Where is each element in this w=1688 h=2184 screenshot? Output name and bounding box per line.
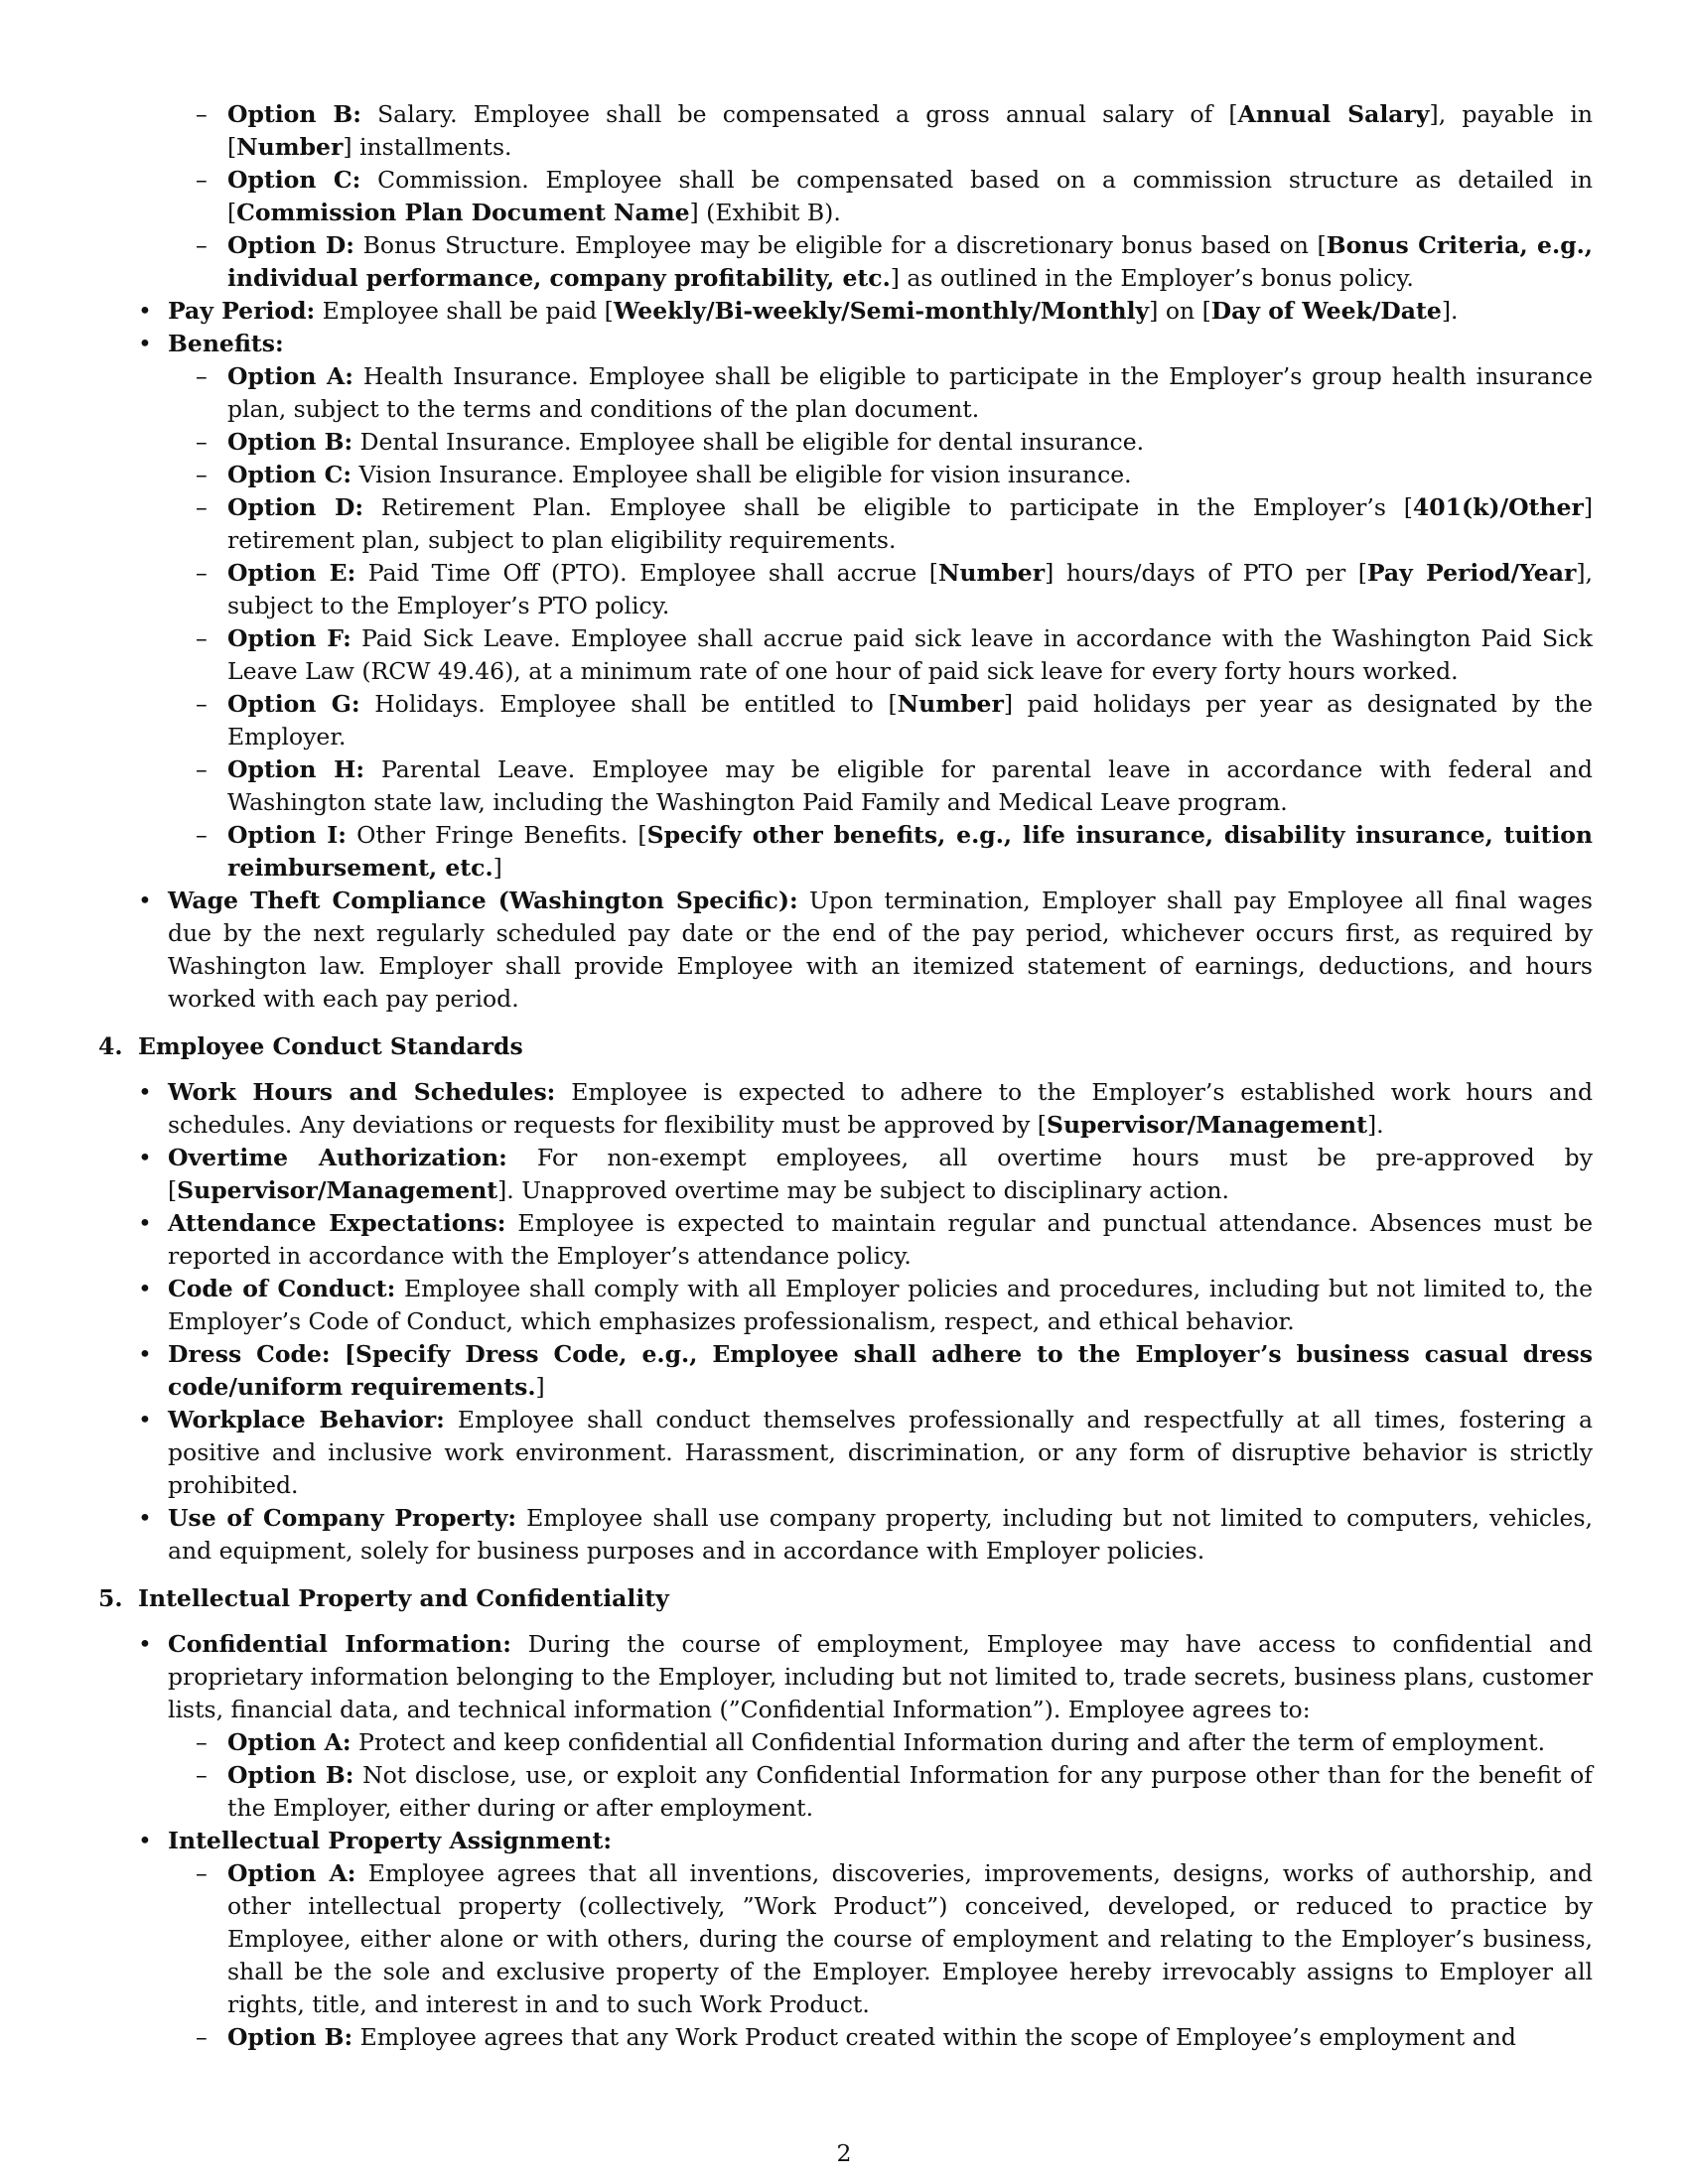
benefit-option-e bbox=[98, 557, 1593, 622]
section-4-list bbox=[98, 1076, 1593, 1568]
dash-marker: – bbox=[196, 362, 208, 390]
bullet-marker: • bbox=[138, 1406, 152, 1433]
benefit-option-h bbox=[98, 753, 1593, 819]
text: ] as outlined in the Employer’s bonus policy. bbox=[890, 264, 1414, 292]
section-5-heading bbox=[98, 1582, 1593, 1615]
benefit-option-i bbox=[98, 819, 1593, 885]
item-label: Attendance Expectations: bbox=[168, 1209, 506, 1237]
code-of-conduct-item bbox=[98, 1273, 1593, 1338]
text: ] hours/days of PTO per [ bbox=[1045, 559, 1367, 587]
option-label: Option A: bbox=[227, 362, 353, 390]
text: ] bbox=[492, 854, 502, 882]
ip-options-list bbox=[98, 1857, 1593, 2054]
item-label: Use of Company Property: bbox=[168, 1504, 517, 1532]
placeholder-field: Specify other benefits, e.g., life insurance, disability insurance, tuition reimbursement, etc. bbox=[227, 821, 1594, 882]
option-label: Option E: bbox=[227, 559, 356, 587]
text: Bonus Structure. Employee may be eligible for a discretionary bonus based on [ bbox=[362, 231, 1327, 259]
item-label: Code of Conduct: bbox=[168, 1275, 396, 1302]
text: ] retirement plan, subject to plan eligibility requirements. bbox=[227, 493, 1593, 554]
placeholder-field: Weekly/Bi-weekly/Semi-monthly/Monthly bbox=[613, 297, 1150, 325]
text: ], subject to the Employer’s PTO policy. bbox=[227, 559, 1593, 619]
option-label: Option D: bbox=[227, 231, 354, 259]
option-label: Option B: bbox=[227, 2023, 353, 2051]
text: Paid Sick Leave. Employee shall accrue paid sick leave in accordance with the Washington Paid Sick Leave Law (RCW 49.46), at a minimum rate of one hour of paid sick leave for every forty hours worked. bbox=[227, 624, 1593, 685]
option-label: Option H: bbox=[227, 755, 365, 783]
text: ], payable in [ bbox=[227, 100, 1593, 161]
page-number: 2 bbox=[836, 2139, 852, 2167]
placeholder-field: Supervisor/Management bbox=[1046, 1111, 1367, 1139]
bullet-marker: • bbox=[138, 1340, 152, 1368]
text: Employee agrees that any Work Product created within the scope of Employee’s employment and bbox=[359, 2023, 1516, 2051]
bullet-marker: • bbox=[138, 1827, 152, 1854]
dash-marker: – bbox=[196, 461, 208, 488]
text: Upon termination, Employer shall pay Employee all final wages due by the next regularly scheduled pay date or the end of the pay period, whichever occurs first, as required by Washington law. Employer shall provide Employee with an itemized statement of earnings, deductions, and hours worked with each pay period. bbox=[168, 887, 1593, 1013]
dash-marker: – bbox=[196, 100, 208, 128]
attendance-item bbox=[98, 1207, 1593, 1273]
confidential-options-list bbox=[98, 1726, 1593, 1825]
option-label: Option C: bbox=[227, 166, 361, 194]
placeholder-field: Commission Plan Document Name bbox=[236, 199, 690, 226]
item-label: Confidential Information: bbox=[168, 1630, 511, 1658]
ip-option-b bbox=[98, 2021, 1593, 2054]
text: Employee shall use company property, including but not limited to computers, vehicles, and equipment, solely for business purposes and in accordance with Employer policies. bbox=[168, 1504, 1593, 1565]
benefit-option-f bbox=[98, 622, 1593, 688]
text: For non-exempt employees, all overtime hours must be pre-approved by [ bbox=[168, 1144, 1593, 1204]
option-label: Option D: bbox=[227, 493, 364, 521]
option-label: Option I: bbox=[227, 821, 347, 849]
text: Vision Insurance. Employee shall be eligible for vision insurance. bbox=[358, 461, 1132, 488]
placeholder-field: Specify Dress Code, e.g., Employee shall adhere to the Employer’s business casual dress code/uniform requirements. bbox=[168, 1340, 1593, 1401]
benefit-option-c bbox=[98, 459, 1593, 491]
placeholder-field: Day of Week/Date bbox=[1210, 297, 1442, 325]
text: Not disclose, use, or exploit any Confidential Information for any purpose other than for the benefit of the Employer, either during or after employment. bbox=[227, 1761, 1593, 1822]
item-label: Wage Theft Compliance (Washington Specific): bbox=[168, 887, 798, 914]
work-hours-item bbox=[98, 1076, 1593, 1142]
option-label: Option C: bbox=[227, 461, 352, 488]
benefit-option-d bbox=[98, 491, 1593, 557]
text: Parental Leave. Employee may be eligible for parental leave in accordance with federal and Washington state law, including the Washington Paid Family and Medical Leave program. bbox=[227, 755, 1593, 816]
text: Dental Insurance. Employee shall be eligible for dental insurance. bbox=[359, 428, 1145, 456]
dash-marker: – bbox=[196, 821, 208, 849]
ip-option-a bbox=[98, 1857, 1593, 2021]
placeholder-field: Annual Salary bbox=[1237, 100, 1430, 128]
overtime-item bbox=[98, 1142, 1593, 1207]
ip-assignment-item bbox=[98, 1825, 1593, 1857]
option-label: Option A: bbox=[227, 1728, 352, 1756]
company-property-item bbox=[98, 1502, 1593, 1568]
option-label: Option B: bbox=[227, 1761, 354, 1789]
option-label: Option B: bbox=[227, 100, 361, 128]
placeholder-field: Bonus Criteria, e.g., individual performance, company profitability, etc. bbox=[227, 231, 1593, 292]
bullet-marker: • bbox=[138, 1078, 152, 1106]
placeholder-field: Number bbox=[236, 133, 344, 161]
text: ] installments. bbox=[343, 133, 512, 161]
benefit-option-g bbox=[98, 688, 1593, 753]
dress-code-item bbox=[98, 1338, 1593, 1404]
benefits-options-list bbox=[98, 360, 1593, 885]
text: Employee shall comply with all Employer policies and procedures, including but not limited to, the Employer’s Code of Conduct, which emphasizes professionalism, respect, and ethical behavior. bbox=[168, 1275, 1593, 1335]
bullet-marker: • bbox=[138, 297, 152, 325]
confidential-info-item bbox=[98, 1628, 1593, 1726]
section-5-list bbox=[98, 1628, 1593, 1726]
item-label: Pay Period: bbox=[168, 297, 316, 325]
dash-marker: – bbox=[196, 2023, 208, 2051]
text: Protect and keep confidential all Confidential Information during and after the term of employment. bbox=[358, 1728, 1546, 1756]
text: ] paid holidays per year as designated by the Employer. bbox=[227, 690, 1594, 751]
text: ]. Unapproved overtime may be subject to disciplinary action. bbox=[497, 1176, 1229, 1204]
option-label: Option A: bbox=[227, 1859, 356, 1887]
text: ]. bbox=[1366, 1111, 1384, 1139]
text: Salary. Employee shall be compensated a gross annual salary of [ bbox=[377, 100, 1238, 128]
option-label: Option B: bbox=[227, 428, 353, 456]
section-title: Employee Conduct Standards bbox=[138, 1032, 523, 1060]
comp-option-c bbox=[98, 164, 1593, 229]
item-label: Benefits: bbox=[168, 330, 284, 357]
text: Employee agrees that all inventions, discoveries, improvements, designs, works of authorship, and other intellectual property (collectively, ”Work Product”) conceived, developed, or reduced to practice by Employee, either alone or with others, during the course of employment and relating to the Employer’s business, shall be the sole and exclusive property of the Employer. Employee hereby irrevocably assigns to Employer all rights, title, and interest in and to such Work Product. bbox=[227, 1859, 1593, 2018]
bullet-marker: • bbox=[138, 330, 152, 357]
text: Other Fringe Benefits. [ bbox=[356, 821, 647, 849]
wage-theft-list bbox=[98, 885, 1593, 1016]
text: Employee shall be paid [ bbox=[322, 297, 614, 325]
ip-assignment-list bbox=[98, 1825, 1593, 1857]
dash-marker: – bbox=[196, 428, 208, 456]
text: Employee shall conduct themselves professionally and respectfully at all times, fostering a positive and inclusive work environment. Harassment, discrimination, or any form of disruptive behavior is strictly prohibited. bbox=[168, 1406, 1594, 1499]
bullet-marker: • bbox=[138, 1275, 152, 1302]
wage-theft-item bbox=[98, 885, 1593, 1016]
section-4-heading bbox=[98, 1030, 1593, 1063]
text: Employee is expected to maintain regular and punctual attendance. Absences must be reported in accordance with the Employer’s attendance policy. bbox=[168, 1209, 1594, 1270]
bullet-marker: • bbox=[138, 1504, 152, 1532]
text: ]. bbox=[1441, 297, 1459, 325]
workplace-behavior-item bbox=[98, 1404, 1593, 1502]
option-label: Option F: bbox=[227, 624, 352, 652]
placeholder-field: Supervisor/Management bbox=[177, 1176, 498, 1204]
compensation-bullets bbox=[98, 295, 1593, 360]
option-label: Option G: bbox=[227, 690, 360, 718]
dash-marker: – bbox=[196, 231, 208, 259]
text: ] (Exhibit B). bbox=[689, 199, 841, 226]
item-label: Intellectual Property Assignment: bbox=[168, 1827, 613, 1854]
dash-marker: – bbox=[196, 1728, 208, 1756]
text: ] on [ bbox=[1149, 297, 1211, 325]
placeholder-field: Number bbox=[937, 559, 1046, 587]
dash-marker: – bbox=[196, 1859, 208, 1887]
dash-marker: – bbox=[196, 559, 208, 587]
dash-marker: – bbox=[196, 166, 208, 194]
text: Employee is expected to adhere to the Employer’s established work hours and schedules. Any deviations or requests for flexibility must be approved by [ bbox=[168, 1078, 1593, 1139]
bullet-marker: • bbox=[138, 887, 152, 914]
bullet-marker: • bbox=[138, 1209, 152, 1237]
placeholder-field: 401(k)/Other bbox=[1412, 493, 1584, 521]
text: [ bbox=[344, 1340, 356, 1368]
text: ] bbox=[535, 1373, 545, 1401]
placeholder-field: Number bbox=[897, 690, 1004, 718]
text: Health Insurance. Employee shall be eligible to participate in the Employer’s group health insurance plan, subject to the terms and conditions of the plan document. bbox=[227, 362, 1593, 423]
section-number: 5. bbox=[98, 1584, 123, 1612]
benefits-item bbox=[98, 328, 1593, 360]
benefit-option-b bbox=[98, 426, 1593, 459]
item-label: Workplace Behavior: bbox=[168, 1406, 445, 1433]
bullet-marker: • bbox=[138, 1144, 152, 1171]
compensation-options-list bbox=[98, 98, 1593, 295]
text: Commission. Employee shall be compensated based on a commission structure as detailed in [ bbox=[227, 166, 1593, 226]
section-number: 4. bbox=[98, 1032, 123, 1060]
item-label: Overtime Authorization: bbox=[168, 1144, 507, 1171]
text: Holidays. Employee shall be entitled to [ bbox=[374, 690, 898, 718]
dash-marker: – bbox=[196, 493, 208, 521]
text: Paid Time Off (PTO). Employee shall accrue [ bbox=[367, 559, 938, 587]
dash-marker: – bbox=[196, 690, 208, 718]
comp-option-b bbox=[98, 98, 1593, 164]
section-title: Intellectual Property and Confidentiality bbox=[138, 1584, 669, 1612]
benefit-option-a bbox=[98, 360, 1593, 426]
dash-marker: – bbox=[196, 624, 208, 652]
text: During the course of employment, Employee may have access to confidential and proprietary information belonging to the Employer, including but not limited to, trade secrets, business plans, customer lists, financial data, and technical information (”Confidential Information”). Employee agrees to: bbox=[168, 1630, 1593, 1723]
text: Retirement Plan. Employee shall be eligible to participate in the Employer’s [ bbox=[380, 493, 1413, 521]
comp-option-d bbox=[98, 229, 1593, 295]
confidential-option-a bbox=[98, 1726, 1593, 1759]
item-label: Work Hours and Schedules: bbox=[168, 1078, 556, 1106]
confidential-option-b bbox=[98, 1759, 1593, 1825]
dash-marker: – bbox=[196, 1761, 208, 1789]
item-label: Dress Code: bbox=[168, 1340, 331, 1368]
pay-period-item bbox=[98, 295, 1593, 328]
bullet-marker: • bbox=[138, 1630, 152, 1658]
placeholder-field: Pay Period/Year bbox=[1366, 559, 1577, 587]
dash-marker: – bbox=[196, 755, 208, 783]
